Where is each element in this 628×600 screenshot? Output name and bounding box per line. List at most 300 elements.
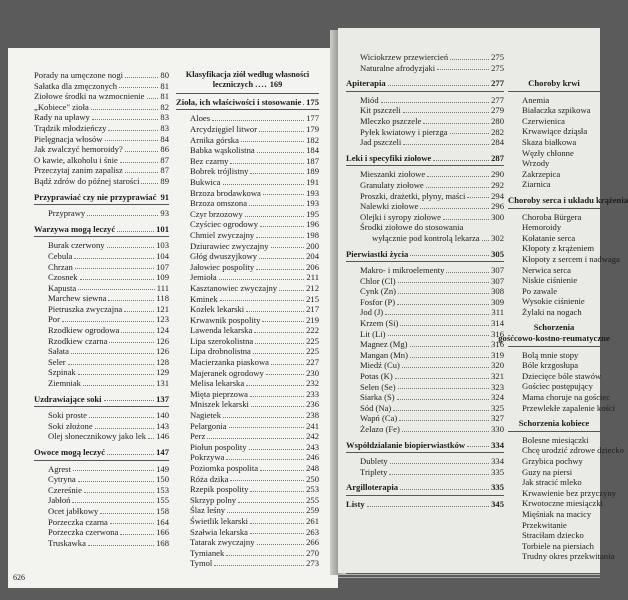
entry-title: Listy	[346, 498, 365, 509]
entry-page-number: 320	[491, 360, 504, 371]
toc-entry	[346, 212, 504, 223]
entry-title: Kminek	[190, 293, 218, 304]
entry-page-number: 275	[491, 52, 504, 62]
entry-title: Owoce mogą leczyć	[34, 447, 106, 457]
entry-page-number: 316	[491, 339, 504, 350]
section-rule	[176, 109, 319, 110]
entry-title: Magnez (Mg)	[360, 339, 408, 350]
entry-page-number: 198	[306, 229, 319, 240]
entry-page-number: 335	[491, 466, 504, 477]
entry-title: Pelargonia	[190, 420, 227, 431]
entry-title: Dziecięce bóle stawów	[522, 370, 602, 381]
toc-entry	[176, 251, 319, 262]
dot-leader	[230, 163, 304, 164]
entry-page-number: 101	[156, 223, 169, 234]
toc-entry	[176, 431, 319, 442]
entry-page-number: 121	[156, 303, 169, 314]
entry-title: Sałata	[48, 346, 69, 357]
entry-page-number: 155	[156, 495, 169, 506]
entry-title: Ziemniak	[48, 378, 81, 389]
entry-page-number: 153	[156, 484, 169, 495]
entry-title: Hemoroidy	[522, 222, 562, 233]
entry-page-number: 233	[306, 388, 319, 399]
toc-entry	[346, 222, 504, 233]
toc-entry	[508, 212, 600, 223]
dot-leader	[212, 120, 304, 121]
entry-title: Mangan (Mn)	[360, 349, 408, 360]
toc-section-heading	[346, 440, 504, 451]
toc-entry	[508, 296, 600, 307]
entry-page-number: 103	[156, 240, 169, 251]
toc-entry	[508, 456, 600, 467]
toc-entry	[346, 339, 504, 350]
section-heading: Klasyfikacja ziół według własności leczniczych .... 169	[185, 70, 310, 90]
toc-entry	[34, 176, 169, 187]
toc-entry	[176, 262, 319, 273]
entry-page-number: 87	[160, 154, 169, 165]
entry-title: Grzybica pochwy	[522, 456, 583, 466]
entry-title: Pokrzywa	[190, 452, 225, 463]
toc-section-heading	[346, 499, 504, 510]
toc-entry	[176, 219, 319, 230]
entry-title: Jabłoń	[48, 495, 71, 506]
dot-leader	[253, 353, 304, 354]
toc-entry	[34, 293, 169, 304]
entry-page-number: 175	[306, 96, 319, 107]
entry-title: Przeczytaj zanim zapalisz	[34, 165, 123, 176]
toc-entry	[508, 116, 600, 127]
toc-entry	[508, 148, 600, 159]
entry-title: Lipa szerokolistna	[190, 335, 254, 346]
entry-page-number: 319	[491, 349, 504, 360]
dot-leader	[104, 400, 155, 401]
toc-entry	[34, 431, 169, 442]
entry-page-number: 327	[491, 413, 504, 424]
toc-entry	[508, 371, 600, 382]
entry-title: Przekwitanie	[522, 519, 567, 530]
dot-leader	[450, 133, 490, 134]
toc-entry	[34, 165, 169, 176]
entry-page-number: 334	[491, 456, 504, 467]
toc-section-heading	[508, 194, 628, 206]
entry-page-number: 277	[491, 94, 504, 105]
dot-leader	[78, 289, 155, 290]
entry-title: Szpinak	[48, 367, 76, 378]
toc-entry	[34, 262, 169, 273]
entry-title: Chlor (Cl)	[360, 275, 396, 286]
dot-leader	[398, 388, 490, 389]
toc-entry	[508, 487, 617, 499]
entry-page-number: 177	[306, 113, 319, 124]
dot-leader	[117, 231, 154, 232]
toc-entry	[176, 452, 319, 463]
entry-title: Krwawnik pospolity	[190, 314, 261, 325]
section-rule	[34, 406, 169, 407]
entry-title: Olej słonecznikowy jako lek	[48, 431, 147, 442]
toc-entry	[176, 399, 319, 410]
entry-page-number: 211	[306, 272, 319, 283]
entry-title: Jak stracić mleko	[522, 477, 582, 488]
dot-leader	[71, 353, 154, 354]
entry-title: Poziomka pospolita	[190, 463, 259, 473]
entry-title: Porady na umęczone nogi	[34, 70, 124, 80]
entry-page-number: 316	[491, 328, 504, 339]
section-rule	[508, 91, 600, 92]
dot-leader	[256, 237, 304, 238]
entry-page-number: 83	[160, 112, 169, 123]
section-rule	[346, 452, 504, 453]
dot-leader	[68, 364, 154, 365]
entry-page-number: 140	[156, 410, 169, 421]
dot-leader	[249, 205, 304, 206]
entry-page-number: 282	[491, 126, 504, 137]
entry-page-number: 143	[156, 420, 169, 431]
toc-entry	[34, 272, 169, 283]
page-edge	[338, 577, 600, 578]
entry-title: Skrzyp polny	[190, 494, 237, 505]
toc-entry	[346, 127, 504, 138]
entry-title: Skaza białkowa	[522, 136, 577, 147]
toc-section-heading	[508, 322, 600, 333]
entry-title: Czerwienica	[522, 115, 565, 126]
entry-title: Bez czarny	[190, 155, 229, 166]
entry-title: Proszki, drażetki, płyny, maści	[360, 190, 466, 201]
entry-title: Mniszek lekarski	[190, 399, 249, 410]
entry-title: Mieszanki ziołowe	[360, 169, 426, 180]
toc-entry	[176, 442, 319, 453]
toc-entry	[508, 392, 611, 403]
entry-title: Bobrek trójlistny	[190, 166, 249, 177]
toc-entry	[346, 276, 504, 287]
entry-title: Wapń (Ca)	[360, 413, 398, 424]
dot-leader	[84, 492, 154, 493]
entry-page-number: 279	[491, 105, 504, 116]
dot-leader	[246, 385, 304, 386]
entry-title: Schorzenia	[533, 322, 575, 333]
entry-page-number: 83	[160, 122, 169, 133]
dot-leader	[251, 406, 304, 407]
entry-title: Mięta pieprzowa	[190, 388, 248, 399]
dot-leader	[148, 438, 154, 439]
dot-leader	[397, 304, 489, 305]
toc-entry	[346, 403, 504, 414]
toc-entry	[346, 286, 504, 297]
dot-leader	[259, 258, 304, 259]
entry-page-number: 179	[306, 124, 319, 134]
entry-title: Zioła, ich właściwości i stosowanie	[176, 96, 302, 107]
toc-entry	[34, 325, 169, 336]
entry-page-number: 292	[491, 179, 504, 190]
entry-page-number: 307	[491, 265, 504, 276]
entry-title: gośćcowo-kostno-reumatyczne	[498, 333, 610, 344]
entry-page-number: 87	[160, 165, 169, 176]
toc-entry	[346, 371, 504, 382]
toc-entry	[176, 495, 319, 506]
entry-title: Mama choruje na gościec	[522, 392, 611, 403]
entry-title: Majeranek ogrodowy	[190, 367, 264, 378]
entry-page-number: 325	[491, 402, 504, 413]
entry-page-number: 187	[306, 155, 319, 166]
entry-page-number: 89	[160, 175, 169, 186]
entry-page-number: 225	[306, 346, 319, 357]
entry-title: Choroby krwi	[528, 78, 580, 88]
entry-title: Wiciokrzew przewiercień	[360, 52, 449, 62]
dot-leader	[125, 172, 159, 173]
toc-entry	[176, 177, 319, 188]
entry-title: Ślaz leśny	[190, 505, 226, 516]
entry-title: Bolą mnie stopy	[522, 349, 579, 360]
entry-title: Pielęgnacja włosów	[34, 133, 103, 144]
entry-title: Niskie ciśnienie	[522, 275, 578, 286]
entry-page-number: 345	[491, 498, 504, 509]
toc-section-heading	[346, 153, 504, 164]
entry-title: Przyprawy	[48, 208, 86, 219]
entry-page-number: 191	[306, 176, 319, 187]
entry-title: Porzeczka czerwona	[48, 527, 119, 538]
section-rule	[508, 208, 600, 209]
entry-title: Krwawienie bez przyczyny	[522, 487, 617, 498]
toc-entry	[508, 551, 615, 562]
toc-entry	[34, 70, 169, 81]
section-rule	[34, 460, 169, 461]
toc-entry	[176, 241, 319, 252]
toc-entry	[176, 378, 319, 389]
entry-page-number: 131	[156, 378, 169, 389]
entry-page-number: 219	[306, 314, 319, 325]
entry-title: Głóg dwuszyjkowy	[190, 251, 258, 262]
toc-entry	[346, 360, 504, 371]
toc-entry	[176, 272, 319, 283]
entry-title: Kołatanie serca	[522, 232, 576, 243]
entry-page-number: 215	[306, 293, 319, 304]
dot-leader	[420, 208, 489, 209]
dot-leader	[388, 335, 490, 336]
entry-page-number: 84	[160, 133, 169, 144]
dot-leader	[388, 85, 489, 86]
dot-leader	[110, 523, 154, 524]
dot-leader	[75, 268, 154, 269]
entry-title: Cynk (Zn)	[360, 286, 397, 297]
entry-title: Fosfor (P)	[360, 296, 396, 307]
dot-leader	[119, 87, 158, 88]
dot-leader	[238, 502, 304, 503]
entry-page-number: 124	[156, 325, 169, 336]
dot-leader	[220, 300, 304, 301]
toc-entry	[176, 294, 319, 305]
toc-entry	[346, 137, 504, 148]
entry-page-number: 109	[156, 272, 169, 283]
toc-entry	[34, 102, 169, 113]
dot-leader	[83, 385, 154, 386]
entry-title: Apiterapia	[346, 78, 386, 89]
toc-entry	[508, 286, 600, 297]
entry-page-number: 263	[306, 526, 319, 537]
entry-title: Żylaki na nogach	[522, 306, 582, 317]
toc-entry	[508, 445, 624, 456]
toc-entry	[34, 155, 169, 166]
toc-entry	[508, 509, 600, 520]
entry-title: Granulaty ziołowe	[360, 179, 424, 190]
dot-leader	[279, 290, 304, 291]
entry-page-number: 255	[306, 494, 319, 505]
entry-title: Czosnek	[48, 272, 78, 283]
entry-page-number: 82	[160, 101, 169, 112]
entry-page-number: 266	[306, 537, 319, 548]
entry-title: Kit pszczeli	[360, 105, 401, 116]
toc-entry	[508, 253, 620, 265]
entry-page-number: 146	[156, 431, 169, 442]
toc-entry	[508, 498, 603, 509]
dot-leader	[229, 427, 305, 428]
dot-leader	[467, 446, 489, 447]
dot-leader	[250, 396, 304, 397]
toc-entry	[34, 346, 169, 357]
dot-leader	[254, 332, 304, 333]
dot-leader	[400, 489, 489, 490]
entry-title: Świetlik lekarski	[190, 515, 248, 526]
entry-title: Krwawiące dziąsła	[522, 126, 588, 137]
entry-title: Wrzody	[522, 158, 550, 169]
entry-page-number: 307	[491, 275, 504, 286]
entry-page-number: 300	[491, 211, 504, 222]
entry-page-number: 277	[491, 78, 504, 89]
toc-entry	[34, 485, 169, 496]
section-rule	[346, 165, 504, 166]
toc-entry	[508, 95, 600, 106]
entry-page-number: 193	[306, 187, 319, 198]
toc-section-heading	[508, 418, 600, 429]
dot-leader	[446, 272, 489, 273]
toc-entry	[508, 530, 600, 541]
toc-entry	[346, 329, 504, 340]
entry-title: Pierwiastki życia	[346, 248, 409, 259]
dot-leader	[389, 474, 489, 475]
entry-title: Tatarak zwyczajny	[190, 537, 255, 548]
toc-entry	[346, 180, 504, 191]
entry-page-number: 236	[306, 399, 319, 410]
entry-page-number: 107	[156, 261, 169, 272]
entry-title: Nalewki ziołowe	[360, 201, 419, 212]
entry-page-number: 166	[156, 527, 169, 538]
entry-page-number: 111	[156, 282, 169, 293]
toc-entry	[176, 516, 319, 527]
toc-entry	[346, 105, 504, 116]
entry-page-number: 204	[306, 251, 319, 262]
toc-entry	[346, 169, 504, 180]
entry-page-number: 259	[306, 505, 319, 516]
section-rule	[34, 204, 169, 205]
entry-title: Chcę urodzić zdrowe dziecko	[522, 445, 624, 456]
entry-title: O kawie, alkoholu i śnie	[34, 154, 118, 165]
entry-title: Kapusta	[48, 282, 77, 293]
entry-title: Węzły chłonne	[522, 147, 574, 158]
dot-leader	[107, 454, 154, 455]
entry-title: Miód	[360, 94, 379, 105]
section-rule	[508, 431, 600, 432]
toc-entry	[34, 464, 169, 475]
entry-page-number: 238	[306, 410, 319, 421]
toc-entry	[34, 336, 169, 347]
toc-entry	[346, 233, 504, 244]
entry-title: Rady na upławy	[34, 112, 90, 123]
entry-title: Mleczko pszczele	[360, 115, 422, 126]
toc-entry	[346, 350, 504, 361]
entry-title: Chrzan	[48, 261, 73, 272]
entry-page-number: 334	[491, 439, 504, 450]
entry-title: Białaczka szpikowa	[522, 105, 591, 116]
entry-page-number: 129	[156, 367, 169, 378]
dot-leader	[390, 463, 489, 464]
dot-leader	[256, 269, 304, 270]
toc-entry	[508, 105, 600, 116]
toc-entry	[508, 265, 600, 276]
entry-title: Czyr brzozowy	[190, 208, 243, 219]
left-column-1	[34, 70, 169, 548]
toc-entry	[346, 424, 504, 435]
dot-leader	[266, 374, 304, 375]
dot-leader	[121, 332, 154, 333]
entry-title: Agrest	[48, 463, 71, 474]
toc-entry	[346, 467, 504, 478]
entry-page-number: 81	[160, 80, 169, 91]
entry-title: Nagietek	[190, 410, 222, 421]
toc-section-heading	[34, 192, 169, 203]
toc-entry	[34, 134, 169, 145]
entry-page-number: 335	[491, 482, 504, 493]
entry-page-number: 273	[306, 558, 319, 569]
entry-title: Ocet jabłkowy	[48, 505, 99, 516]
dot-leader	[263, 194, 304, 195]
toc-entry	[346, 456, 504, 467]
entry-title: Środki ziołowe do stosowania	[360, 222, 464, 233]
toc-entry	[346, 201, 504, 212]
dot-leader	[91, 109, 159, 110]
entry-title: Jod (J)	[360, 307, 384, 318]
dot-leader	[120, 534, 154, 535]
entry-page-number: 164	[156, 516, 169, 527]
toc-entry	[176, 166, 319, 177]
entry-page-number: 230	[306, 367, 319, 378]
entry-title: Żelazo (Fe)	[360, 424, 400, 434]
toc-entry	[508, 233, 600, 244]
entry-title: Kasztanowiec zwyczajny	[190, 282, 278, 293]
entry-title: Torbiele na piersiach	[522, 540, 594, 551]
toc-entry	[34, 474, 169, 485]
toc-entry	[176, 113, 319, 124]
toc-entry	[34, 367, 169, 378]
entry-page-number: 147	[156, 447, 169, 457]
entry-page-number: 261	[306, 515, 319, 526]
entry-page-number: 86	[160, 144, 169, 155]
toc-entry	[346, 95, 504, 106]
entry-title: Marchew siewna	[48, 293, 107, 304]
dot-leader	[226, 555, 304, 556]
entry-page-number: 206	[306, 261, 319, 272]
toc-entry	[176, 463, 319, 474]
dot-leader	[467, 197, 489, 198]
dot-leader	[72, 502, 154, 503]
entry-title: Bądź zdrów do późnej starości	[34, 175, 140, 186]
entry-title: Lawenda lekarska	[190, 325, 253, 336]
entry-title: Truskawka	[48, 537, 86, 548]
dot-leader	[100, 513, 154, 514]
dot-leader	[410, 346, 490, 347]
entry-title: Arcydzięgiel litwor	[190, 124, 258, 134]
entry-title: Chmiel zwyczajny	[190, 229, 255, 240]
entry-title: Krwotoczne miesiączki	[522, 498, 603, 509]
dot-leader	[393, 410, 489, 411]
entry-page-number: 227	[306, 357, 319, 368]
